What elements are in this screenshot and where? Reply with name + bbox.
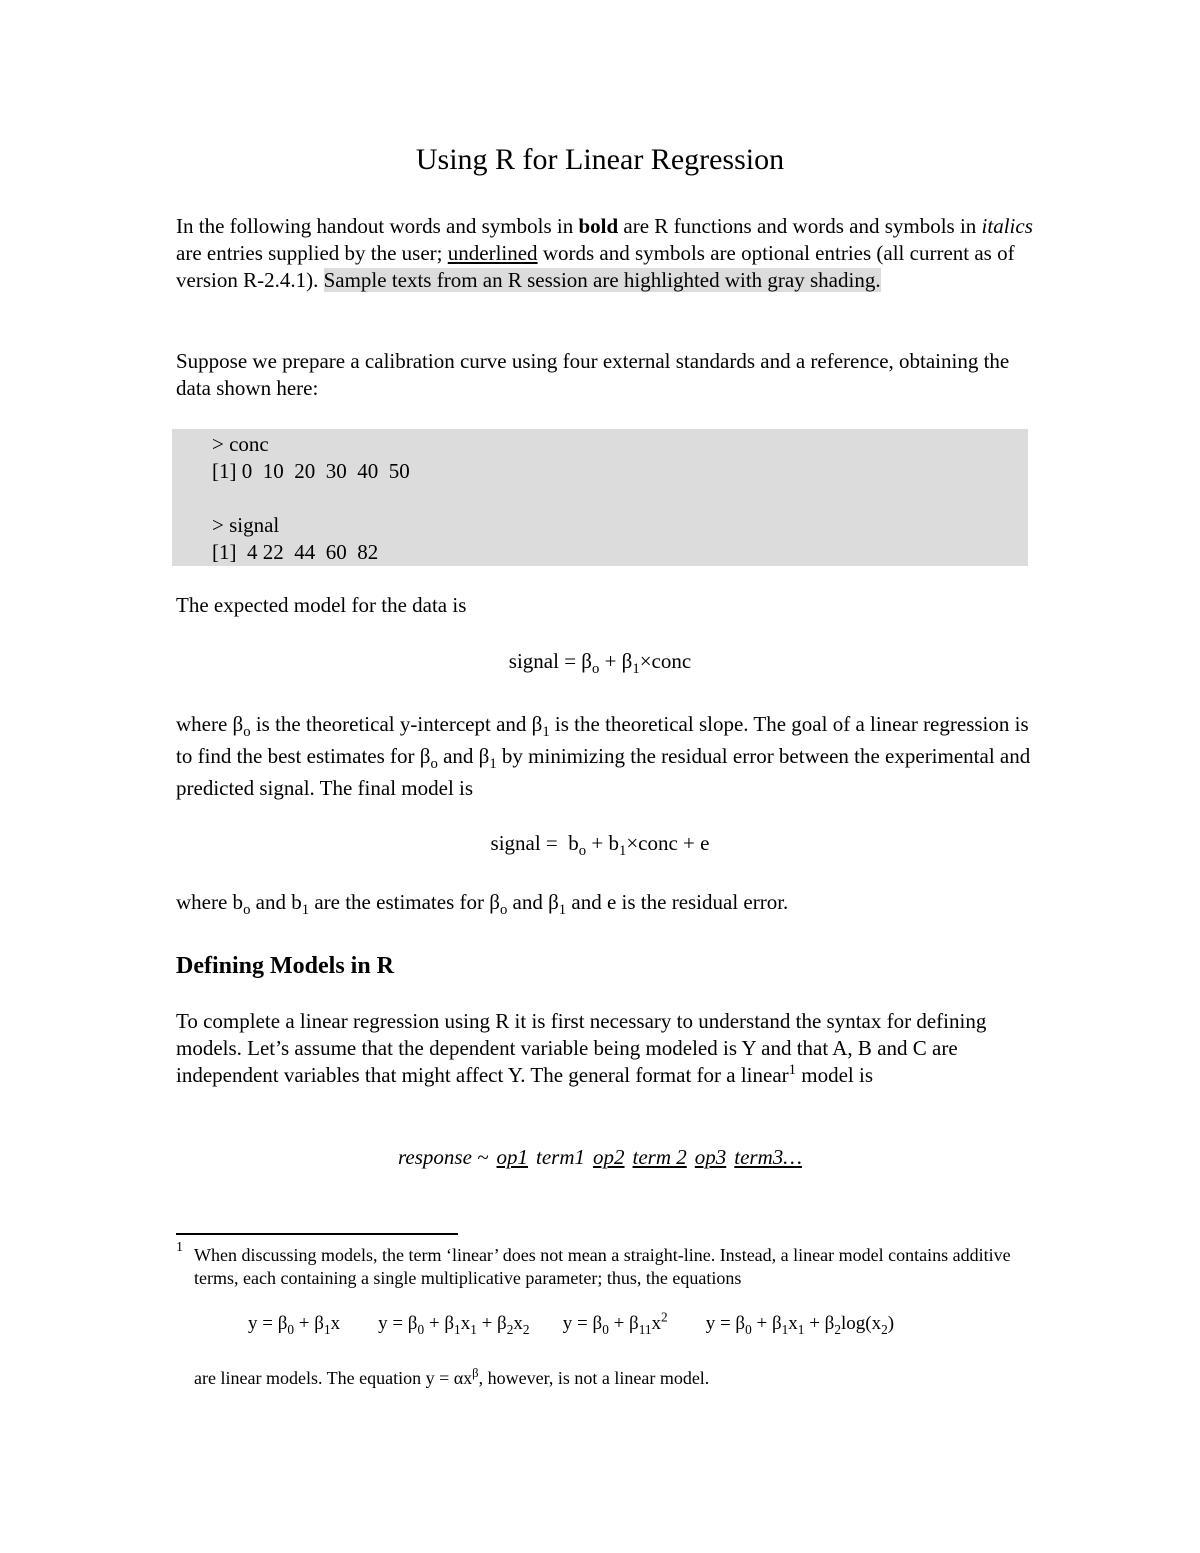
code-line: [1] 0 10 20 30 40 50 <box>212 459 410 483</box>
shaded-text: Sample texts from an R session are highlighted with gray shading. <box>323 268 881 292</box>
suppose-paragraph: Suppose we prepare a calibration curve using four external standards and a reference, obtaining the data shown here: <box>176 349 1010 400</box>
r-session-code-block <box>172 429 1028 566</box>
intro-text: are R functions and words and symbols in <box>618 214 982 238</box>
section-heading: Defining Models in R <box>176 953 395 979</box>
footnote-equations: $y = \beta_0 + \beta_1x$ $y = \beta_0 + \beta_1x_1 + \beta_2x_2$ $y = \beta_0 + \beta_{11}x^2$ $y = \beta_0 + \beta_1x_1 + \beta_2\log(x_2)$ <box>248 1309 895 1337</box>
formula-op: op2 <box>593 1145 625 1169</box>
formula-op: op1 <box>496 1145 529 1169</box>
model-syntax-formula <box>0 1144 1200 1171</box>
text: by minimizing the residual error between the experimental and predicted signal. The final model is <box>176 744 1031 800</box>
text: is the theoretical y-intercept and β <box>250 712 543 736</box>
text: model is <box>796 1063 873 1087</box>
text: and β <box>437 744 490 768</box>
text: and β <box>507 890 559 914</box>
formula-term: term3… <box>734 1145 802 1169</box>
text: are the estimates for β <box>309 890 500 914</box>
text: To complete a linear regression using R it is first necessary to understand the syntax for defining models. Let’s assume that the dependent variable being modeled is Y and that A, B and C are independent variables that might affect Y. The general format for a linear <box>176 1009 987 1087</box>
text: where b <box>176 890 244 914</box>
superscript: β <box>472 1366 479 1380</box>
final-model-equation: signal = $b_o$ + $b_1\times conc + e$ <box>490 831 710 860</box>
code-line: > signal <box>212 513 280 537</box>
text: are linear models. The equation y = αx <box>194 1368 473 1388</box>
intro-text: In the following handout words and symbols in <box>176 214 579 238</box>
subscript: o <box>243 902 251 919</box>
subscript: 1 <box>542 724 550 741</box>
intro-paragraph <box>176 213 1036 294</box>
footnote-number: 1 <box>176 1240 183 1255</box>
formula-op: op3 <box>694 1145 727 1169</box>
footnote-divider <box>176 1233 458 1235</box>
subscript: 1 <box>301 902 310 919</box>
expected-model-text: The expected model for the data is <box>176 593 467 617</box>
text: , however, is not a linear model. <box>478 1368 710 1388</box>
subscript: 1 <box>558 902 567 919</box>
subscript: o <box>499 902 508 919</box>
subscript: o <box>430 756 438 773</box>
intro-text: are entries supplied by the user; <box>176 241 448 265</box>
code-line: [1] 4 22 44 60 82 <box>212 540 379 564</box>
where-b-paragraph <box>176 889 1036 919</box>
subscript: o <box>243 724 251 741</box>
formula-response: response ~ <box>398 1145 489 1169</box>
text: is the theoretical slope. The goal of a linear regression is to find the best estimates for β <box>176 712 1029 768</box>
text: where β <box>176 712 244 736</box>
bold-word: bold <box>578 214 619 238</box>
intro-text: words and symbols are optional entries (all current as of version R-2.4.1). <box>176 241 1015 292</box>
code-blank-line <box>212 485 1028 512</box>
where-beta-paragraph <box>176 708 1036 804</box>
models-paragraph <box>176 1008 1036 1089</box>
theoretical-model-equation: signal = $\beta_o$ + $\beta_1\times conc$ <box>508 649 692 678</box>
page-title: Using R for Linear Regression <box>415 143 785 176</box>
footnote-closing <box>194 1367 1054 1390</box>
footnote-ref[interactable]: 1 <box>788 1062 796 1078</box>
formula-term: term1 <box>536 1145 586 1169</box>
formula-term: term 2 <box>632 1145 687 1169</box>
text: and e is the residual error. <box>566 890 789 914</box>
italic-word: italics <box>981 214 1033 238</box>
text: and b <box>250 890 302 914</box>
code-line: > conc <box>212 432 269 456</box>
subscript: 1 <box>489 756 497 773</box>
underlined-word: underlined <box>447 241 538 265</box>
footnote-text: When discussing models, the term ‘linear’ does not mean a straight-line. Instead, a linear model contains additive terms, each containing a single multiplicative parameter; thus, the equations <box>194 1245 1011 1288</box>
